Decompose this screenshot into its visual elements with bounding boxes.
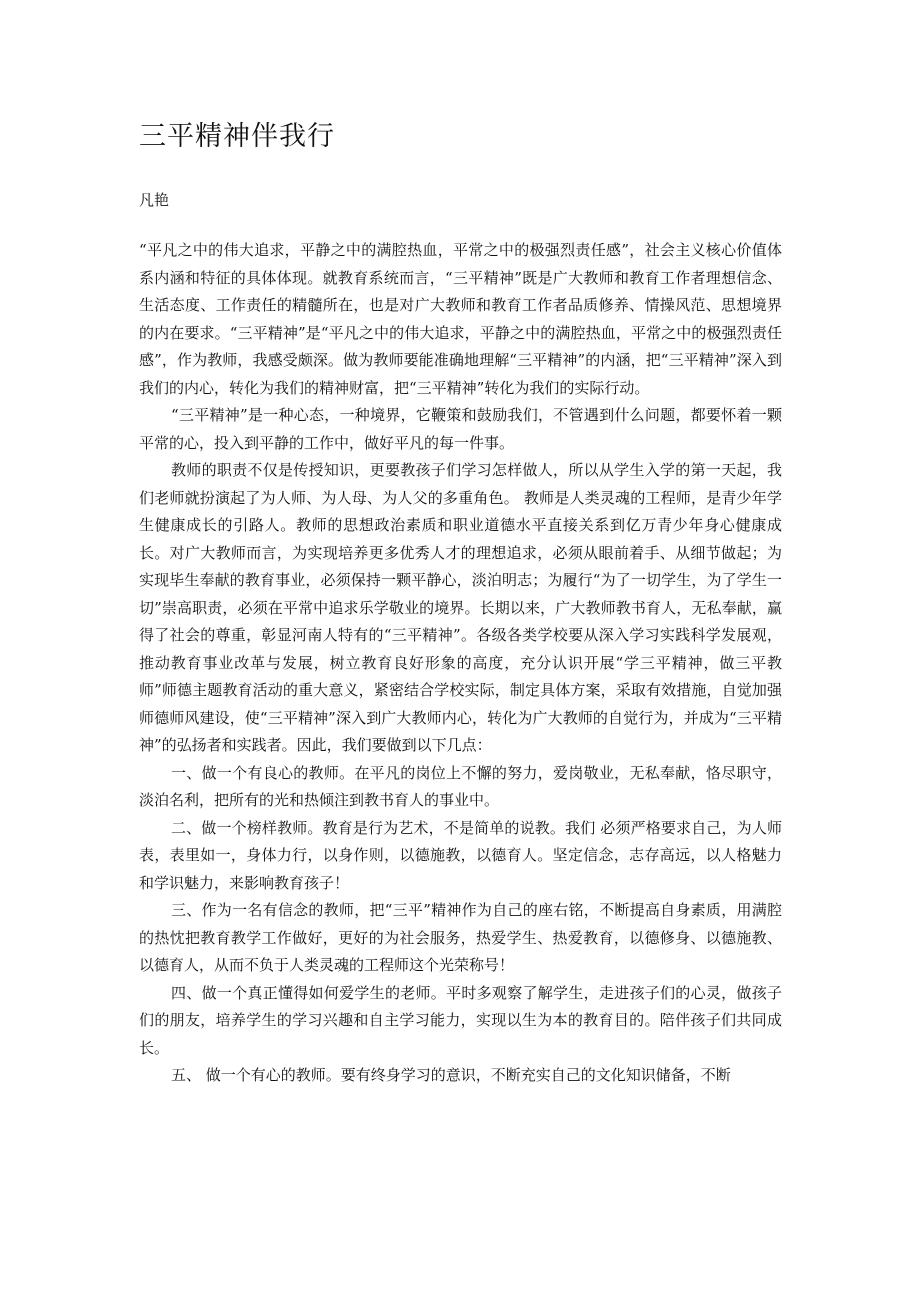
paragraph-point-4: 四、做一个真正懂得如何爱学生的老师。平时多观察了解学生，走进孩子们的心灵，做孩子们的朋友，培养学生的学习兴趣和自主学习能力，实现以生为本的教育目的。陪伴孩子们共同成长。	[139, 983, 782, 1057]
document-body	[139, 237, 782, 1090]
paragraph-intro: “平凡之中的伟大追求，平静之中的满腔热血，平常之中的极强烈责任感”，社会主义核心价值体系内涵和特征的具体体现。就教育系统而言，“三平精神”既是广大教师和教育工作者理想信念、生活态度、工作责任的精髓所在，也是对广大教师和教育工作者品质修养、情操风范、思想境界的内在要求。“三平精神”是“平凡之中的伟大追求，平静之中的满腔热血，平常之中的极强烈责任感”，作为教师，我感受颇深。做为教师要能准确地理解“三平精神”的内涵，把“三平精神”深入到我们的内心，转化为我们的精神财富，把“三平精神”转化为我们的实际行动。	[139, 241, 782, 397]
paragraph-point-5: 五、 做一个有心的教师。要有终身学习的意识，不断充实自己的文化知识储备，不断	[171, 1066, 731, 1084]
author-name: 凡艳	[139, 191, 170, 209]
paragraph-mindset: “三平精神”是一种心态，一种境界，它鞭策和鼓励我们，不管遇到什么问题，都要怀着一颗平常的心，投入到平静的工作中，做好平凡的每一件事。	[139, 406, 782, 452]
paragraph-point-1: 一、做一个有良心的教师。在平凡的岗位上不懈的努力，爱岗敬业，无私奉献，恪尽职守，淡泊名利，把所有的光和热倾注到教书育人的事业中。	[139, 763, 782, 809]
document-title: 三平精神伴我行	[139, 121, 335, 152]
paragraph-teacher-duty: 教师的职责不仅是传授知识，更要教孩子们学习怎样做人，所以从学生入学的第一天起，我们老师就扮演起了为人师、为人母、为人父的多重角色。 教师是人类灵魂的工程师，是青少年学生健康成长的引路人。教师的思想政治素质和职业道德水平直接关系到亿万青少年身心健康成长。对广大教师而言，为实现培养更多优秀人才的理想追求，必须从眼前着手、从细节做起；为实现毕生奉献的教育事业，必须保持一颗平静心，淡泊明志；为履行“为了一切学生，为了学生一切”崇高职责，必须在平常中追求乐学敬业的境界。长期以来，广大教师教书育人，无私奉献，赢得了社会的尊重，彰显河南人特有的“三平精神”。各级各类学校要从深入学习实践科学发展观，推动教育事业改革与发展，树立教育良好形象的高度，充分认识开展“学三平精神，做三平教师”师德主题教育活动的重大意义，紧密结合学校实际，制定具体方案，采取有效措施，自觉加强师德师风建设，使“三平精神”深入到广大教师内心，转化为广大教师的自觉行为，并成为“三平精神”的弘扬者和实践者。因此，我们要做到以下几点：	[139, 461, 782, 754]
paragraph-point-3: 三、作为一名有信念的教师，把“三平”精神作为自己的座右铭，不断提高自身素质，用满腔的热忱把教育教学工作做好，更好的为社会服务，热爱学生、热爱教育，以德修身、以德施教、以德育人，从而不负于人类灵魂的工程师这个光荣称号！	[139, 901, 782, 974]
paragraph-point-2: 二、做一个榜样教师。教育是行为艺术，不是简单的说教。我们 必须严格要求自己，为人师表，表里如一，身体力行，以身作则，以德施教，以德育人。坚定信念，志存高远，以人格魅力和学识魅力，来影响教育孩子！	[139, 818, 782, 892]
